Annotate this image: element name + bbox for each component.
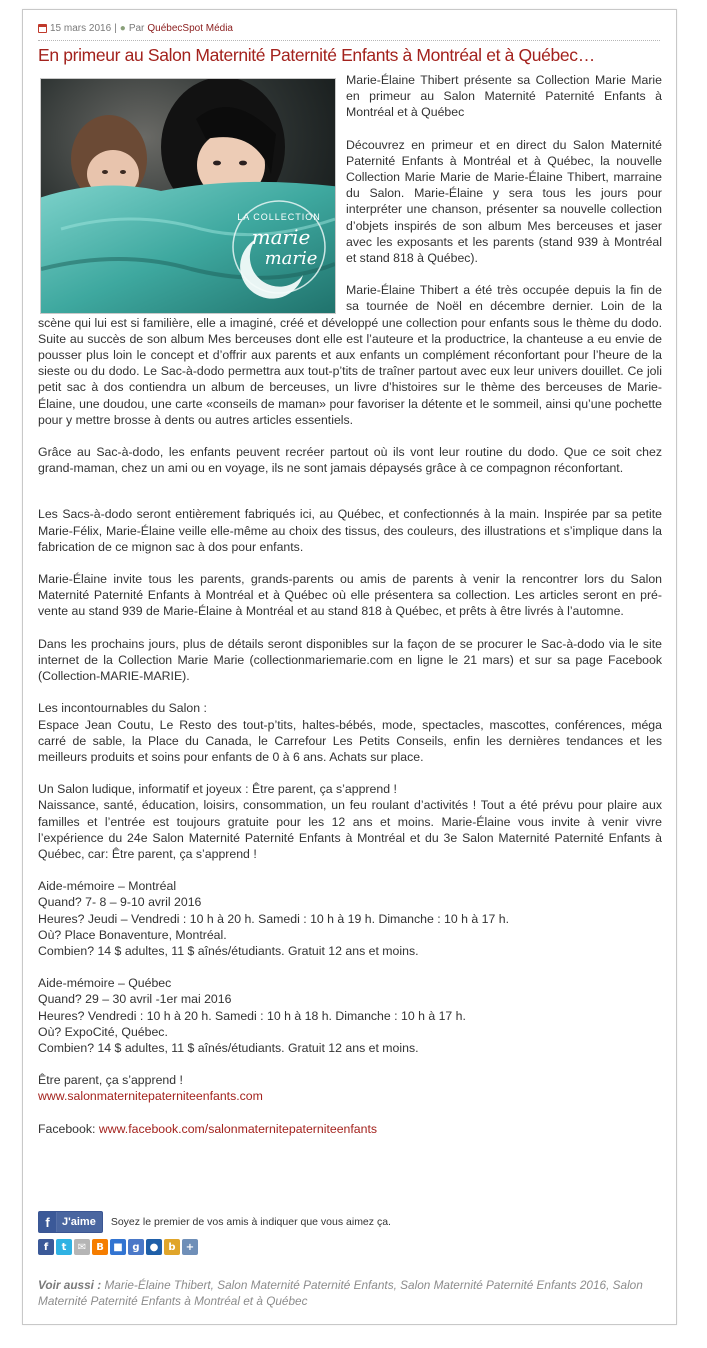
memo-montreal xyxy=(38,878,662,959)
logo-caption: LA COLLECTION xyxy=(237,212,321,222)
memo-quebec-when: Quand? 29 – 30 avril -1er mai 2016 xyxy=(38,992,232,1007)
facebook-page-link[interactable]: www.facebook.com/salonmaternitepaterniteenfants xyxy=(98,1121,378,1136)
google-icon[interactable]: g xyxy=(128,1239,144,1255)
facebook-label: Facebook: xyxy=(38,1121,96,1136)
twitter-icon[interactable]: t xyxy=(56,1239,72,1255)
memo-quebec-price: Combien? 14 $ adultes, 11 $ aînés/étudiants. Gratuit 12 ans et moins. xyxy=(38,1040,419,1055)
highlights-body: Espace Jean Coutu, Le Resto des tout-p’tits, haltes-bébés, mode, spectacles, mascottes, conférences, méga carré de sable, la Place du Canada, le Carrefour Les Petits Conseils, enfin les dernières tendances et les meilleurs produits et soins pour enfants de 0 à 6 ans. Achats sur place. xyxy=(38,717,662,764)
memo-quebec xyxy=(38,975,662,1056)
see-also-tags[interactable]: Marie-Élaine Thibert, Salon Maternité Paternité Enfants, Salon Maternité Paternité Enfants 2016, Salon Maternité Paternité Enfants à Montréal et à Québec xyxy=(38,1278,643,1308)
bebo-icon[interactable]: b xyxy=(164,1239,180,1255)
paragraph-2: Découvrez en primeur et en direct du Salon Maternité Paternité Enfants à Montréal et à Québec, la nouvelle Collection Marie Marie de Marie-Élaine Thibert, marraine du Salon. Marie-Élaine y sera tous les jours pour interpréter une chanson, présenter sa nouvelle collection d’objets inspirés de son album Mes berceuses et jaser avec les exposants et les parents (stand 939 à Montréal et stand 818 à Québec). xyxy=(346,137,662,266)
meta-divider xyxy=(38,40,660,41)
user-icon: ● xyxy=(119,23,126,34)
salon-intro xyxy=(38,781,662,862)
memo-montreal-where: Où? Place Bonaventure, Montréal. xyxy=(38,927,227,942)
calendar-icon xyxy=(38,24,47,33)
salon-highlights xyxy=(38,700,662,765)
memo-montreal-price: Combien? 14 $ adultes, 11 $ aînés/étudiants. Gratuit 12 ans et moins. xyxy=(38,943,419,958)
paragraph-5: Les Sacs-à-dodo seront entièrement fabriqués ici, au Québec, et confectionnés à la main. Inspirée par sa petite Marie-Félix, Marie-Élaine veille elle-même au choix des tissus, des couleurs, des illustrations et s’implique dans la fabrication de ce mignon sac à dos pour enfants. xyxy=(38,507,662,554)
paragraph-6: Marie-Élaine invite tous les parents, grands-parents ou amis de parents à venir la rencontrer lors du Salon Maternité Paternité Enfants à Montréal et à Québec où elle présentera sa collection. Les articles seront en pré-vente au stand 939 de Marie-Élaine à Montréal et au stand 818 à Québec, et prêts à être livrés à l’automne. xyxy=(38,572,662,619)
facebook-like-button[interactable] xyxy=(38,1211,103,1233)
salon-intro-heading: Un Salon ludique, informatif et joyeux : Être parent, ça s’apprend ! xyxy=(38,782,397,797)
memo-montreal-hours: Heures? Jeudi – Vendredi : 10 h à 20 h. Samedi : 10 h à 19 h. Dimanche : 10 h à 17 h. xyxy=(38,911,510,926)
post-meta: 15 mars 2016 | ● Par QuébecSpot Média xyxy=(38,23,233,34)
article-title[interactable]: En primeur au Salon Maternité Paternité Enfants à Montréal et à Québec… xyxy=(38,45,595,65)
see-also xyxy=(38,1277,662,1309)
facebook-f-icon: f xyxy=(39,1212,57,1232)
paragraph-3: Marie-Élaine Thibert a été très occupée depuis la fin de sa tournée de Noël en décembre dernier. Loin de la scène qui lui est si familière, elle a imaginé, créé et développé une collection pour enfants sous le thème du dodo. Suite au succès de son album Mes berceuses dont elle est l’auteure et la productrice, la chanteuse a eu envie de pousser plus loin le concept et d’offrir aux parents et aux enfants un complément réconfortant pour l’heure de la sieste ou du dodo. Le Sac-à-dodo permettra aux tout-p’tits de traîner partout avec eux leur univers douillet. Ce joli petit sac à dos contiendra un album de berceuses, un livre d’histoires sur le thème des berceuses de Marie-Élaine, une doudou, une carte «conseils de maman» pour favoriser la détente et le sommeil, ainsi qu’une pochette pour y mettre brosse à dents ou autres articles essentiels. xyxy=(38,283,662,427)
myspace-icon[interactable]: ● xyxy=(146,1239,162,1255)
by-prefix: Par xyxy=(128,23,145,34)
delicious-icon[interactable]: ■ xyxy=(110,1239,126,1255)
svg-text:marie: marie xyxy=(264,248,318,269)
facebook-icon[interactable]: f xyxy=(38,1239,54,1255)
share-icons-row xyxy=(38,1239,198,1255)
paragraph-7: Dans les prochains jours, plus de détails seront disponibles sur la façon de se procurer le Sac-à-dodo via le site internet de la Collection Marie Marie (collectionmariemarie.com en ligne le 21 mars) et sur sa page Facebook (Collection-MARIE-MARIE). xyxy=(38,636,662,684)
highlights-heading: Les incontournables du Salon : xyxy=(38,701,207,716)
article-body xyxy=(38,72,662,1153)
svg-text:marie: marie xyxy=(251,225,311,249)
like-prompt-text: Soyez le premier de vos amis à indiquer que vous aimez ça. xyxy=(110,1216,391,1228)
see-also-label: Voir aussi : xyxy=(38,1278,102,1292)
paragraph-4: Grâce au Sac-à-dodo, les enfants peuvent recréer partout où ils vont leur routine du dodo. Que ce soit chez grand-maman, chez un ami ou en voyage, ils ne sont jamais dépaysés grâce à ce compagnon réconfortant. xyxy=(38,445,662,476)
like-label: J'aime xyxy=(62,1216,96,1228)
closing-text: Être parent, ça s’apprend ! xyxy=(38,1073,183,1088)
memo-quebec-where: Où? ExpoCité, Québec. xyxy=(38,1024,168,1039)
facebook-line xyxy=(38,1121,662,1137)
post-date: 15 mars 2016 xyxy=(50,23,112,34)
blogger-icon[interactable]: B xyxy=(92,1239,108,1255)
memo-quebec-hours: Heures? Vendredi : 10 h à 20 h. Samedi : 10 h à 18 h. Dimanche : 10 h à 17 h. xyxy=(38,1008,466,1023)
closing xyxy=(38,1072,662,1104)
author-link[interactable]: QuébecSpot Média xyxy=(147,23,233,34)
email-icon[interactable]: ✉ xyxy=(74,1239,90,1255)
salon-website-link[interactable]: www.salonmaternitepaterniteenfants.com xyxy=(38,1089,263,1104)
paragraph-intro: Marie-Élaine Thibert présente sa Collection Marie Marie en primeur au Salon Maternité Paternité Enfants à Montréal et à Québec xyxy=(346,73,662,120)
memo-quebec-title: Aide-mémoire – Québec xyxy=(38,976,172,991)
memo-montreal-title: Aide-mémoire – Montréal xyxy=(38,879,177,894)
memo-montreal-when: Quand? 7- 8 – 9-10 avril 2016 xyxy=(38,895,202,910)
facebook-like-row xyxy=(38,1211,391,1233)
salon-intro-body: Naissance, santé, éducation, loisirs, consommation, un feu roulant d’activités ! Tout a été prévu pour plaire aux familles et l’entrée est toujours gratuite pour les 12 ans et moins. Marie-Élaine vous invite à venir vivre l’expérience du 24e Salon Maternité Paternité Enfants à Montréal et du 3e Salon Maternité Paternité Enfants à Québec, car: Être parent, ça s’apprend ! xyxy=(38,798,662,861)
more-icon[interactable]: + xyxy=(182,1239,198,1255)
